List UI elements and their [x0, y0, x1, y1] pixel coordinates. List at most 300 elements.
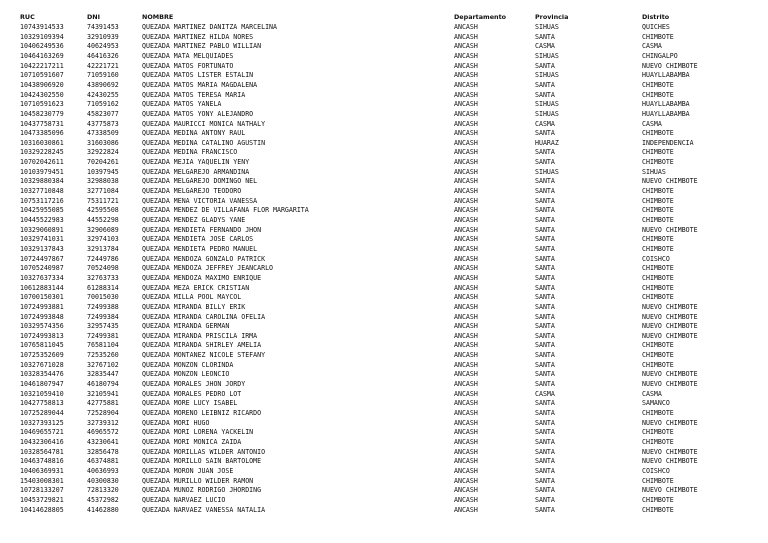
departamento-cell: ANCASH — [454, 109, 478, 118]
distrito-cell: CHINGALPO — [642, 51, 678, 60]
distrito-cell: CHIMBOTE — [642, 409, 674, 417]
departamento-cell: ANCASH — [454, 216, 478, 224]
provincia-cell: SIHUAS — [535, 23, 559, 31]
provincia-cell: SANTA — [535, 380, 555, 389]
table-header — [0, 13, 768, 23]
dni-cell: 43890692 — [87, 80, 119, 89]
ruc-cell: 10327393125 — [20, 418, 64, 427]
distrito-cell: QUICHES — [642, 23, 670, 31]
table-row — [0, 255, 768, 265]
dni-cell: 32910939 — [87, 32, 119, 41]
distrito-cell: NUEVO CHIMBOTE — [642, 177, 698, 186]
nombre-cell: QUEZADA MARTINEZ DANITZA MARCELINA — [142, 23, 277, 31]
nombre-cell: QUEZADA MONZON CLORINDA — [142, 360, 234, 369]
ruc-cell: 10705240987 — [20, 264, 64, 273]
distrito-cell: NUEVO CHIMBOTE — [642, 331, 698, 340]
departamento-cell: ANCASH — [454, 264, 478, 273]
provincia-cell: SANTA — [535, 476, 555, 485]
ruc-cell: 10321059410 — [20, 389, 64, 398]
provincia-cell: CASMA — [535, 389, 555, 398]
ruc-cell: 10725289044 — [20, 409, 64, 417]
header-provincia: Provincia — [535, 13, 569, 21]
dni-cell: 43230641 — [87, 437, 119, 446]
dni-cell: 70524098 — [87, 264, 119, 273]
dni-cell: 42221721 — [87, 61, 119, 70]
ruc-cell: 10710591607 — [20, 71, 64, 80]
distrito-cell: CASMA — [642, 42, 662, 51]
ruc-cell: 10724993813 — [20, 331, 64, 340]
nombre-cell: QUEZADA MEDINA FRANCISCO — [142, 148, 238, 157]
table-row — [0, 341, 768, 351]
distrito-cell: CHIMBOTE — [642, 437, 674, 446]
nombre-cell: QUEZADA MENDEZ DE VILLAFANA FLOR MARGARITA — [142, 206, 309, 215]
distrito-cell: CHIMBOTE — [642, 90, 674, 99]
ruc-cell: 10461807947 — [20, 380, 64, 389]
provincia-cell: SANTA — [535, 196, 555, 205]
nombre-cell: QUEZADA MUÑOZ RODRIGO JHORDING — [142, 486, 262, 495]
provincia-cell: SANTA — [535, 32, 555, 41]
ruc-cell: 10438906920 — [20, 80, 64, 89]
dni-cell: 40300830 — [87, 476, 119, 485]
table-row — [0, 52, 768, 62]
provincia-cell: SANTA — [535, 447, 555, 456]
nombre-cell: QUEZADA MEDINA CATALINO AGUSTIN — [142, 138, 266, 147]
ruc-cell: 10425955085 — [20, 206, 64, 215]
dni-cell: 31603086 — [87, 138, 119, 147]
dni-cell: 32105941 — [87, 389, 119, 398]
provincia-cell: SANTA — [535, 418, 555, 427]
ruc-cell: 10700150301 — [20, 293, 64, 302]
nombre-cell: QUEZADA MORALES PEDRO LOT — [142, 389, 242, 398]
ruc-cell: 10710591623 — [20, 100, 64, 109]
dni-cell: 45823077 — [87, 109, 119, 118]
provincia-cell: SANTA — [535, 216, 555, 224]
departamento-cell: ANCASH — [454, 90, 478, 99]
departamento-cell: ANCASH — [454, 486, 478, 495]
nombre-cell: QUEZADA MATA MELQUIADES — [142, 51, 234, 60]
dni-cell: 40624953 — [87, 42, 119, 51]
departamento-cell: ANCASH — [454, 51, 478, 60]
provincia-cell: SANTA — [535, 302, 555, 311]
ruc-cell: 10327637334 — [20, 273, 64, 282]
distrito-cell: CHIMBOTE — [642, 495, 674, 504]
departamento-cell: ANCASH — [454, 167, 478, 176]
distrito-cell: CHIMBOTE — [642, 148, 674, 157]
provincia-cell: SANTA — [535, 148, 555, 157]
dni-cell: 32988038 — [87, 177, 119, 186]
table-row — [0, 486, 768, 496]
distrito-cell: CHIMBOTE — [642, 341, 674, 350]
ruc-cell: 10724993881 — [20, 302, 64, 311]
provincia-cell: SANTA — [535, 244, 555, 253]
departamento-cell: ANCASH — [454, 177, 478, 186]
provincia-cell: SANTA — [535, 351, 555, 360]
provincia-cell: CASMA — [535, 119, 555, 128]
table-row — [0, 110, 768, 120]
distrito-cell: CHIMBOTE — [642, 264, 674, 273]
departamento-cell: ANCASH — [454, 32, 478, 41]
provincia-cell: SANTA — [535, 206, 555, 215]
provincia-cell: SIHUAS — [535, 100, 559, 109]
dni-cell: 61288314 — [87, 283, 119, 292]
nombre-cell: QUEZADA MORILLAS WILDER ANTONIO — [142, 447, 266, 456]
nombre-cell: QUEZADA MENDEZ GLADYS YANE — [142, 216, 246, 224]
departamento-cell: ANCASH — [454, 283, 478, 292]
provincia-cell: SANTA — [535, 341, 555, 350]
departamento-cell: ANCASH — [454, 457, 478, 466]
departamento-cell: ANCASH — [454, 505, 478, 514]
departamento-cell: ANCASH — [454, 495, 478, 504]
nombre-cell: QUEZADA MENA VICTORIA VANESSA — [142, 196, 258, 205]
ruc-cell: 10406249536 — [20, 42, 64, 51]
departamento-cell: ANCASH — [454, 418, 478, 427]
dni-cell: 46374881 — [87, 457, 119, 466]
distrito-cell: CHIMBOTE — [642, 428, 674, 437]
table-row — [0, 370, 768, 380]
dni-cell: 32767102 — [87, 360, 119, 369]
nombre-cell: QUEZADA MELGAREJO DOMINGO NEL — [142, 177, 258, 186]
nombre-cell: QUEZADA MENDOZA GONZALO PATRICK — [142, 254, 266, 263]
departamento-cell: ANCASH — [454, 206, 478, 215]
nombre-cell: QUEZADA MONTAÑEZ NICOLE STEFANY — [142, 351, 266, 360]
table-row — [0, 62, 768, 72]
nombre-cell: QUEZADA MIRANDA SHIRLEY AMELIA — [142, 341, 262, 350]
nombre-cell: QUEZADA MAURICCI MONICA NATHALY — [142, 119, 266, 128]
provincia-cell: SIHUAS — [535, 71, 559, 80]
nombre-cell: QUEZADA MORE LUCY ISABEL — [142, 399, 238, 408]
nombre-cell: QUEZADA MORON JUAN JOSE — [142, 466, 234, 475]
distrito-cell: NUEVO CHIMBOTE — [642, 225, 698, 234]
table-row — [0, 313, 768, 323]
ruc-cell: 10329574356 — [20, 322, 64, 331]
departamento-cell: ANCASH — [454, 196, 478, 205]
ruc-cell: 10753117216 — [20, 196, 64, 205]
dni-cell: 32739312 — [87, 418, 119, 427]
departamento-cell: ANCASH — [454, 129, 478, 138]
distrito-cell: CHIMBOTE — [642, 244, 674, 253]
table-row — [0, 197, 768, 207]
ruc-cell: 10728133207 — [20, 486, 64, 495]
nombre-cell: QUEZADA MEDINA ANTONY RAUL — [142, 129, 246, 138]
nombre-cell: QUEZADA MIRANDA CAROLINA OFELIA — [142, 312, 266, 321]
ruc-cell: 15403008301 — [20, 476, 64, 485]
ruc-cell: 10406369931 — [20, 466, 64, 475]
dni-cell: 32974103 — [87, 235, 119, 244]
distrito-cell: CHIMBOTE — [642, 206, 674, 215]
provincia-cell: SANTA — [535, 495, 555, 504]
distrito-cell: CHIMBOTE — [642, 216, 674, 224]
distrito-cell: CHIMBOTE — [642, 293, 674, 302]
nombre-cell: QUEZADA MORALES JHON JORDY — [142, 380, 246, 389]
distrito-cell: INDEPENDENCIA — [642, 138, 694, 147]
dni-cell: 75311721 — [87, 196, 119, 205]
ruc-cell: 10432306416 — [20, 437, 64, 446]
ruc-cell: 10329741031 — [20, 235, 64, 244]
departamento-cell: ANCASH — [454, 399, 478, 408]
dni-cell: 32913784 — [87, 244, 119, 253]
departamento-cell: ANCASH — [454, 322, 478, 331]
distrito-cell: CHIMBOTE — [642, 158, 674, 167]
departamento-cell: ANCASH — [454, 437, 478, 446]
distrito-cell: CHIMBOTE — [642, 360, 674, 369]
ruc-cell: 10469655721 — [20, 428, 64, 437]
distrito-cell: NUEVO CHIMBOTE — [642, 312, 698, 321]
table-row — [0, 206, 768, 216]
ruc-cell: 10103979451 — [20, 167, 64, 176]
distrito-cell: NUEVO CHIMBOTE — [642, 302, 698, 311]
table-row — [0, 129, 768, 139]
provincia-cell: SANTA — [535, 177, 555, 186]
departamento-cell: ANCASH — [454, 351, 478, 360]
dni-cell: 40636993 — [87, 466, 119, 475]
table-row — [0, 448, 768, 458]
dni-cell: 46965572 — [87, 428, 119, 437]
nombre-cell: QUEZADA MONZON LEONCIO — [142, 370, 230, 379]
table-row — [0, 293, 768, 303]
table-row — [0, 91, 768, 101]
provincia-cell: SIHUAS — [535, 167, 559, 176]
header-distrito: Distrito — [642, 13, 670, 21]
nombre-cell: QUEZADA MIRANDA PRISCILA IRMA — [142, 331, 258, 340]
nombre-cell: QUEZADA NARVAEZ LUCIO — [142, 495, 226, 504]
dni-cell: 41462880 — [87, 505, 119, 514]
table-row — [0, 457, 768, 467]
table-row — [0, 245, 768, 255]
distrito-cell: CHIMBOTE — [642, 80, 674, 89]
nombre-cell: QUEZADA MURILLO WILDER RAMON — [142, 476, 254, 485]
dni-cell: 42775881 — [87, 399, 119, 408]
distrito-cell: NUEVO CHIMBOTE — [642, 447, 698, 456]
nombre-cell: QUEZADA MENDOZA MAXIMO ENRIQUE — [142, 273, 262, 282]
nombre-cell: QUEZADA MENDIETA FERNANDO JHON — [142, 225, 262, 234]
distrito-cell: SAMANCO — [642, 399, 670, 408]
distrito-cell: NUEVO CHIMBOTE — [642, 322, 698, 331]
ruc-cell: 10612883144 — [20, 283, 64, 292]
table-row — [0, 264, 768, 274]
table-row — [0, 361, 768, 371]
ruc-cell: 10437758731 — [20, 119, 64, 128]
nombre-cell: QUEZADA MILLA POOL MAYCOL — [142, 293, 242, 302]
table-row — [0, 390, 768, 400]
provincia-cell: SANTA — [535, 331, 555, 340]
ruc-cell: 10458230779 — [20, 109, 64, 118]
ruc-cell: 10464163269 — [20, 51, 64, 60]
ruc-cell: 10329880384 — [20, 177, 64, 186]
table-row — [0, 158, 768, 168]
table-row — [0, 303, 768, 313]
nombre-cell: QUEZADA MEJIA YAQUELIN YENY — [142, 158, 250, 167]
nombre-cell: QUEZADA MENDIETA JOSE CARLOS — [142, 235, 254, 244]
dni-cell: 32835447 — [87, 370, 119, 379]
ruc-cell: 10453729821 — [20, 495, 64, 504]
dni-cell: 72499388 — [87, 302, 119, 311]
ruc-cell: 10327671028 — [20, 360, 64, 369]
dni-cell: 32763733 — [87, 273, 119, 282]
departamento-cell: ANCASH — [454, 71, 478, 80]
table-row — [0, 81, 768, 91]
dni-cell: 72499381 — [87, 331, 119, 340]
ruc-cell: 10702042611 — [20, 158, 64, 167]
distrito-cell: NUEVO CHIMBOTE — [642, 457, 698, 466]
distrito-cell: CHIMBOTE — [642, 283, 674, 292]
distrito-cell: NUEVO CHIMBOTE — [642, 370, 698, 379]
dni-cell: 72813320 — [87, 486, 119, 495]
table-row — [0, 235, 768, 245]
table-row — [0, 428, 768, 438]
departamento-cell: ANCASH — [454, 235, 478, 244]
distrito-cell: COISHCO — [642, 466, 670, 475]
provincia-cell: SANTA — [535, 273, 555, 282]
ruc-cell: 10328564781 — [20, 447, 64, 456]
table-row — [0, 139, 768, 149]
distrito-cell: CHIMBOTE — [642, 505, 674, 514]
table-row — [0, 42, 768, 52]
departamento-cell: ANCASH — [454, 244, 478, 253]
ruc-cell: 10743914533 — [20, 23, 64, 31]
dni-cell: 32957435 — [87, 322, 119, 331]
dni-cell: 42430255 — [87, 90, 119, 99]
ruc-cell: 10463748816 — [20, 457, 64, 466]
distrito-cell: HUAYLLABAMBA — [642, 100, 690, 109]
departamento-cell: ANCASH — [454, 273, 478, 282]
departamento-cell: ANCASH — [454, 447, 478, 456]
departamento-cell: ANCASH — [454, 119, 478, 128]
departamento-cell: ANCASH — [454, 302, 478, 311]
dni-cell: 46180794 — [87, 380, 119, 389]
nombre-cell: QUEZADA MENDIETA PEDRO MANUEL — [142, 244, 258, 253]
provincia-cell: SANTA — [535, 409, 555, 417]
departamento-cell: ANCASH — [454, 428, 478, 437]
table-row — [0, 71, 768, 81]
nombre-cell: QUEZADA MATOS LISTER ESTALIN — [142, 71, 254, 80]
header-ruc: RUC — [20, 13, 35, 21]
departamento-cell: ANCASH — [454, 225, 478, 234]
dni-cell: 45372982 — [87, 495, 119, 504]
header-departamento: Departamento — [454, 13, 507, 21]
distrito-cell: CHIMBOTE — [642, 351, 674, 360]
nombre-cell: QUEZADA MEZA ERICK CRISTIAN — [142, 283, 250, 292]
nombre-cell: QUEZADA MARTINEZ HILDA NORES — [142, 32, 254, 41]
provincia-cell: SANTA — [535, 457, 555, 466]
table-row — [0, 177, 768, 187]
provincia-cell: SIHUAS — [535, 109, 559, 118]
table-row — [0, 467, 768, 477]
provincia-cell: SANTA — [535, 235, 555, 244]
ruc-cell: 10414628805 — [20, 505, 64, 514]
provincia-cell: SANTA — [535, 370, 555, 379]
departamento-cell: ANCASH — [454, 187, 478, 196]
ruc-cell: 10725352609 — [20, 351, 64, 360]
distrito-cell: SIHUAS — [642, 167, 666, 176]
distrito-cell: CHIMBOTE — [642, 129, 674, 138]
provincia-cell: SANTA — [535, 399, 555, 408]
table-row — [0, 23, 768, 33]
distrito-cell: HUAYLLABAMBA — [642, 71, 690, 80]
departamento-cell: ANCASH — [454, 409, 478, 417]
provincia-cell: SANTA — [535, 437, 555, 446]
table-row — [0, 274, 768, 284]
table-row — [0, 506, 768, 516]
ruc-cell: 10724993848 — [20, 312, 64, 321]
ruc-cell: 10765811045 — [20, 341, 64, 350]
departamento-cell: ANCASH — [454, 293, 478, 302]
nombre-cell: QUEZADA MENDOZA JEFFREY JEANCARLO — [142, 264, 274, 273]
table-row — [0, 100, 768, 110]
ruc-cell: 10329228245 — [20, 148, 64, 157]
departamento-cell: ANCASH — [454, 312, 478, 321]
provincia-cell: SANTA — [535, 129, 555, 138]
distrito-cell: CHIMBOTE — [642, 196, 674, 205]
nombre-cell: QUEZADA MIRANDA GERMAN — [142, 322, 230, 331]
provincia-cell: SANTA — [535, 61, 555, 70]
nombre-cell: QUEZADA MATOS FORTUNATO — [142, 61, 234, 70]
table-row — [0, 419, 768, 429]
provincia-cell: SANTA — [535, 360, 555, 369]
departamento-cell: ANCASH — [454, 138, 478, 147]
departamento-cell: ANCASH — [454, 148, 478, 157]
distrito-cell: NUEVO CHIMBOTE — [642, 61, 698, 70]
provincia-cell: SANTA — [535, 90, 555, 99]
dni-cell: 74391453 — [87, 23, 119, 31]
departamento-cell: ANCASH — [454, 61, 478, 70]
dni-cell: 32771084 — [87, 187, 119, 196]
dni-cell: 71059160 — [87, 71, 119, 80]
departamento-cell: ANCASH — [454, 331, 478, 340]
dni-cell: 71059162 — [87, 100, 119, 109]
distrito-cell: CASMA — [642, 389, 662, 398]
nombre-cell: QUEZADA MORI LORENA YACKELIN — [142, 428, 254, 437]
table-row — [0, 187, 768, 197]
ruc-cell: 10424302550 — [20, 90, 64, 99]
nombre-cell: QUEZADA MATOS YANELA — [142, 100, 222, 109]
provincia-cell: SANTA — [535, 254, 555, 263]
departamento-cell: ANCASH — [454, 158, 478, 167]
nombre-cell: QUEZADA NARVAEZ VANESSA NATALIA — [142, 505, 266, 514]
nombre-cell: QUEZADA MELGAREJO TEODORO — [142, 187, 242, 196]
ruc-cell: 10422217211 — [20, 61, 64, 70]
dni-cell: 10397945 — [87, 167, 119, 176]
nombre-cell: QUEZADA MORILLO SAIN BARTOLOME — [142, 457, 262, 466]
ruc-cell: 10473385096 — [20, 129, 64, 138]
table-row — [0, 226, 768, 236]
distrito-cell: CASMA — [642, 119, 662, 128]
dni-cell: 43775873 — [87, 119, 119, 128]
dni-cell: 44552298 — [87, 216, 119, 224]
provincia-cell: SANTA — [535, 466, 555, 475]
departamento-cell: ANCASH — [454, 370, 478, 379]
nombre-cell: QUEZADA MORI MONICA ZAIDA — [142, 437, 242, 446]
ruc-cell: 10327710848 — [20, 187, 64, 196]
header-dni: DNI — [87, 13, 101, 21]
dni-cell: 47338509 — [87, 129, 119, 138]
table-row — [0, 148, 768, 158]
distrito-cell: CHIMBOTE — [642, 32, 674, 41]
departamento-cell: ANCASH — [454, 380, 478, 389]
ruc-cell: 10329109394 — [20, 32, 64, 41]
distrito-cell: CHIMBOTE — [642, 187, 674, 196]
table-row — [0, 332, 768, 342]
distrito-cell: CHIMBOTE — [642, 476, 674, 485]
dni-cell: 76581104 — [87, 341, 119, 350]
dni-cell: 70015030 — [87, 293, 119, 302]
provincia-cell: SANTA — [535, 322, 555, 331]
table-row — [0, 284, 768, 294]
nombre-cell: QUEZADA MIRANDA BILLY ERIK — [142, 302, 246, 311]
departamento-cell: ANCASH — [454, 42, 478, 51]
dni-cell: 70204261 — [87, 158, 119, 167]
provincia-cell: SIHUAS — [535, 51, 559, 60]
dni-cell: 42595508 — [87, 206, 119, 215]
